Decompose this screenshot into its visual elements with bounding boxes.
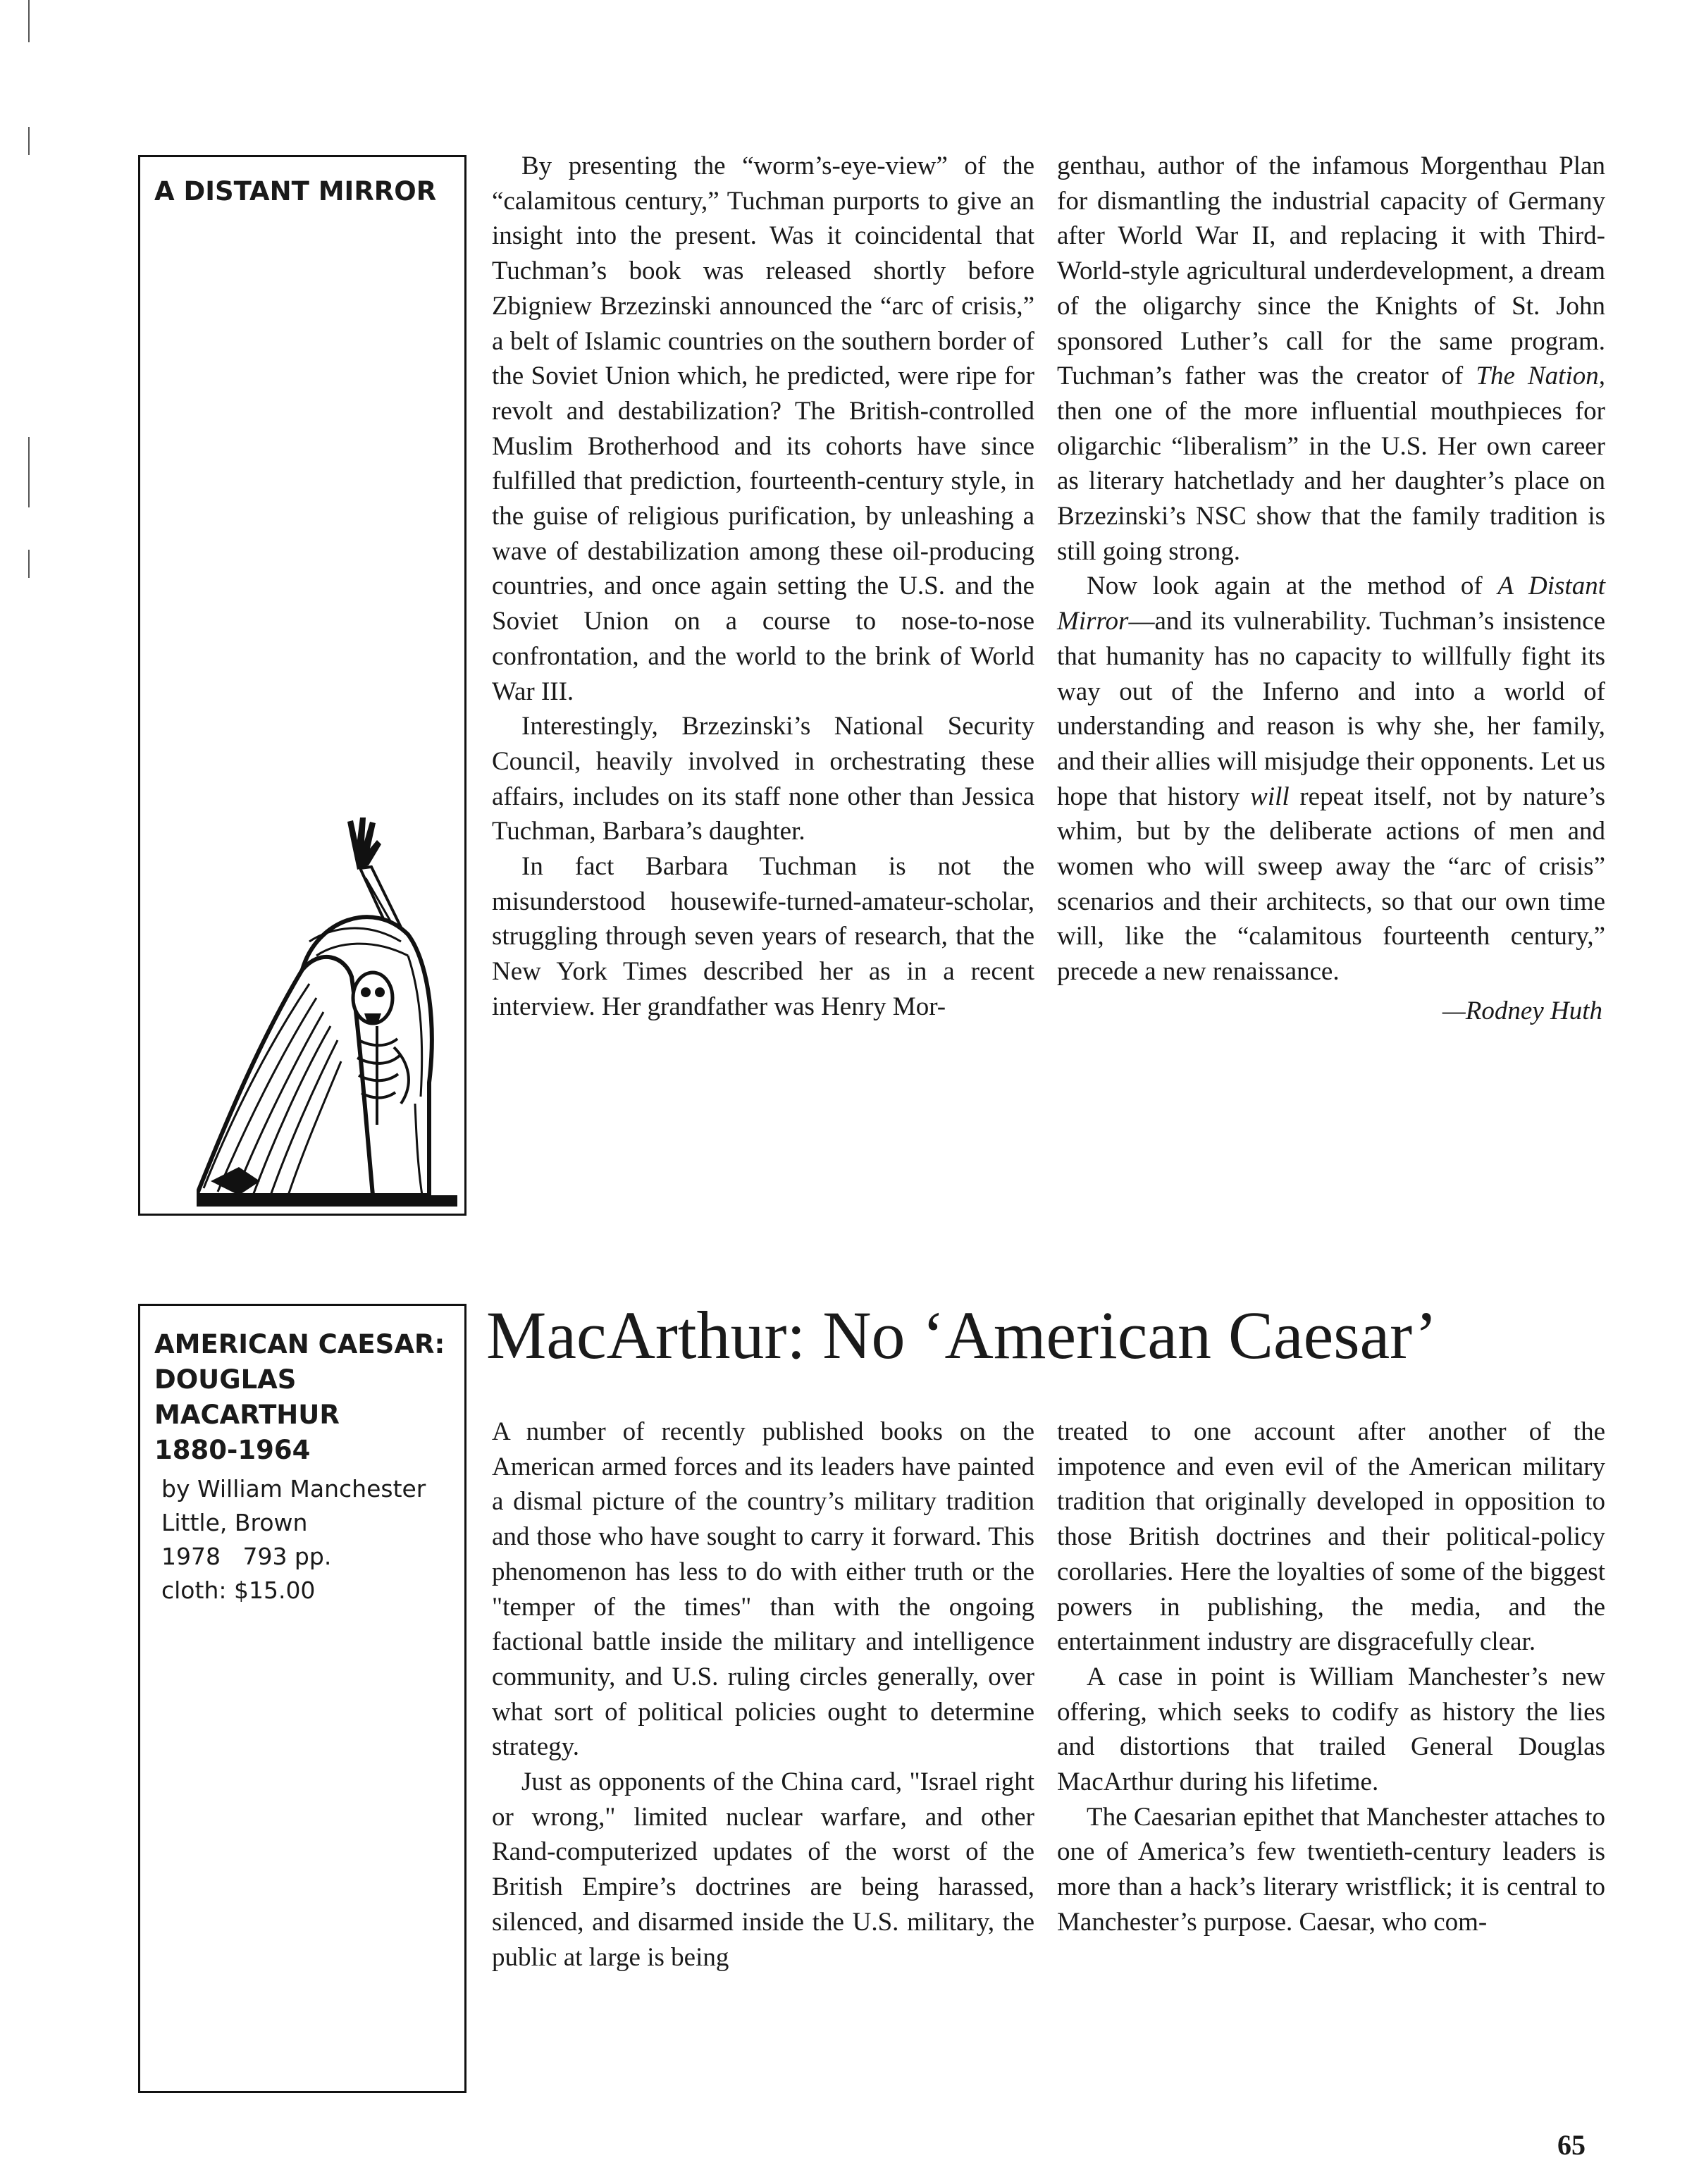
paragraph: The Caesarian epithet that Manchester attaches to one of America’s few twentieth-century leaders is more than a hack’s literary wristflick; it is central to Manchester’s purpose. Caesar, who com- xyxy=(1057,1802,1605,1937)
paragraph xyxy=(1057,149,1605,569)
text-run: repeat itself, not by nature’s whim, but by the deliberate actions of men and women who will sweep away the “arc of crisis” scenarios and their architects, so that our own time will, like the “calamitous fourteenth century,” precede a new renaissance. xyxy=(1057,782,1605,987)
sidebar-title-line: DOUGLAS xyxy=(154,1364,297,1395)
review-headline: MacArthur: No ‘American Caesar’ xyxy=(486,1297,1438,1373)
paragraph: In fact Barbara Tuchman is not the misunderstood housewife-turned-amateur-scholar, struggling through seven years of research, that the New York Times described her as in a recent interview. Her grandfather was Henry Mor- xyxy=(492,852,1034,1021)
review2-column-2 xyxy=(1057,1414,1605,1940)
text-run: genthau, author of the infamous Morgenthau Plan for dismantling the industrial capacity of Germany after World War II, and replacing it with Third-World-style agricultural underdevelopment, a dream of the oligarchy since the Knights of St. John sponsored Luther’s call for the same program. Tuchman’s father was the creator of xyxy=(1057,152,1605,391)
sidebar-box-american-caesar xyxy=(138,1304,466,2093)
emphasis: will xyxy=(1250,782,1290,811)
page-number: 65 xyxy=(1557,2129,1586,2161)
book-year-pages: 1978 793 pp. xyxy=(161,1543,332,1570)
book-publisher: Little, Brown xyxy=(161,1509,308,1536)
margin-mark xyxy=(28,0,30,42)
text-run: then one of the more influential mouthpieces for oligarchic “liberalism” in the U.S. Her own career as literary hatchetlady and her daughter’s place on Brzezinski’s NSC show that the family tradition is still going strong. xyxy=(1057,396,1605,566)
sidebar-title-line: 1880-1964 xyxy=(154,1435,311,1465)
byline: —Rodney Huth xyxy=(1442,996,1602,1025)
paragraph: A case in point is William Manchester’s new offering, which seeks to codify as history the lies and distortions that trailed General Douglas MacArthur during his lifetime. xyxy=(1057,1662,1605,1797)
sidebar-title: A DISTANT MIRROR xyxy=(154,176,437,206)
margin-mark xyxy=(28,437,30,507)
book-author: by William Manchester xyxy=(161,1475,426,1503)
sidebar-title-line: AMERICAN CAESAR: xyxy=(154,1329,445,1359)
paragraph: By presenting the “worm’s-eye-view” of the “calamitous century,” Tuchman purports to give an insight into the present. Was it coincidental that Tuchman’s book was released shortly before Zbigniew Brzezinski announced the “arc of crisis,” a belt of Islamic countries on the southern border of the Soviet Union which, he predicted, were ripe for revolt and destabilization? The British-controlled Muslim Brotherhood and its cohorts have since fulfilled that prediction, fourteenth-century style, in the guise of religious purification, by unleashing a wave of destabilization among these oil-producing countries, and once again setting the U.S. and the Soviet Union on a course to nose-to-nose confrontation, and the world to the brink of World War III. xyxy=(492,152,1034,706)
margin-mark xyxy=(28,127,30,155)
sidebar-title xyxy=(154,1327,464,1468)
text-run: —and its vulnerability. Tuchman’s insistence that humanity has no capacity to willfully fight its way out of the Inferno and into a world of understanding and reason is why she, her family, and their allies will misjudge their opponents. Let us hope that history xyxy=(1057,607,1605,811)
paragraph: Just as opponents of the China card, "Israel right or wrong," limited nuclear warfare, and other Rand-computerized updates of the worst of the British Empire’s doctrines are being harassed, silenced, and disarmed inside the U.S. military, the public at large is being xyxy=(492,1767,1034,1972)
margin-mark xyxy=(28,550,30,578)
death-figure-illustration xyxy=(197,815,457,1209)
sidebar-title-line: MACARTHUR xyxy=(154,1400,340,1430)
book-title: A Distant Mirror xyxy=(1057,572,1605,636)
review1-column-1 xyxy=(492,149,1034,1025)
publication-title: The Nation, xyxy=(1476,362,1605,391)
paragraph: A number of recently published books on the American armed forces and its leaders have painted a dismal picture of the country’s military tradition and those who have sought to carry it forward. This phenomenon has less to do with either truth or the "temper of the times" than with the ongoing factional battle inside the military and intelligence community, and U.S. ruling circles generally, over what sort of political policies ought to determine strategy. xyxy=(492,1417,1034,1762)
paragraph: Interestingly, Brzezinski’s National Security Council, heavily involved in orchestrating these affairs, includes on its staff none other than Jessica Tuchman, Barbara’s daughter. xyxy=(492,712,1034,846)
paragraph xyxy=(1057,569,1605,989)
review2-column-1 xyxy=(492,1414,1034,1975)
text-run: Now look again at the method of xyxy=(1087,572,1498,601)
sidebar-box-distant-mirror xyxy=(138,155,466,1216)
book-price: cloth: $15.00 xyxy=(161,1577,316,1604)
paragraph: treated to one account after another of the impotence and even evil of the American military tradition that originally developed in opposition to those British doctrines and their political-policy corollaries. Here the loyalties of some of the biggest powers in publishing, the media, and the entertainment industry are disgracefully clear. xyxy=(1057,1417,1605,1657)
review1-column-2 xyxy=(1057,149,1605,1029)
